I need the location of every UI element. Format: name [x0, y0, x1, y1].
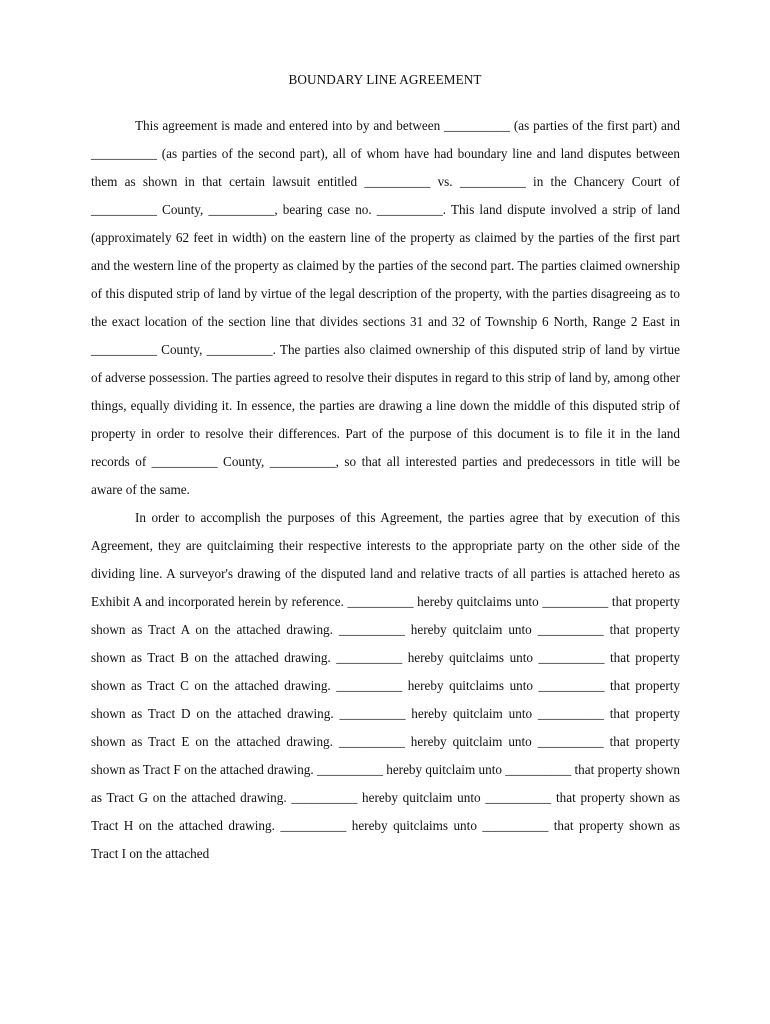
- document-title: BOUNDARY LINE AGREEMENT: [288, 72, 482, 87]
- paragraph-recitals: This agreement is made and entered into by and between __________ (as parties of the first part) and __________ (as parties of the second part), all of whom have had boundary line and land disputes between them as shown in that certain lawsuit entitled __________ vs. __________ in the Chancery Court of __________ County, __________, bearing case no. __________. This land dispute involved a strip of land (approximately 62 feet in width) on the eastern line of the property as claimed by the parties of the first part and the western line of the property as claimed by the parties of the second part. The parties claimed ownership of this disputed strip of land by virtue of the legal description of the property, with the parties disagreeing as to the exact location of the section line that divides sections 31 and 32 of Township 6 North, Range 2 East in __________ County, __________. The parties also claimed ownership of this disputed strip of land by virtue of adverse possession. The parties agreed to resolve their disputes in regard to this strip of land by, among other things, equally dividing it. In essence, the parties are drawing a line down the middle of this disputed strip of property in order to resolve their differences. Part of the purpose of this document is to file it in the land records of __________ County, __________, so that all interested parties and predecessors in title will be aware of the same.: [91, 118, 680, 497]
- paragraph-quitclaims: In order to accomplish the purposes of this Agreement, the parties agree that by execution of this Agreement, they are quitclaiming their respective interests to the appropriate party on the other side of the dividing line. A surveyor's drawing of the disputed land and relative tracts of all parties is attached hereto as Exhibit A and incorporated herein by reference. __________ hereby quitclaims unto __________ that property shown as Tract A on the attached drawing. __________ hereby quitclaim unto __________ that property shown as Tract B on the attached drawing. __________ hereby quitclaims unto __________ that property shown as Tract C on the attached drawing. __________ hereby quitclaims unto __________ that property shown as Tract D on the attached drawing. __________ hereby quitclaim unto __________ that property shown as Tract E on the attached drawing. __________ hereby quitclaim unto __________ that property shown as Tract F on the attached drawing. __________ hereby quitclaim unto __________ that property shown as Tract G on the attached drawing. __________ hereby quitclaim unto __________ that property shown as Tract H on the attached drawing. __________ hereby quitclaims unto __________ that property shown as Tract I on the attached: [91, 510, 680, 861]
- document-body: [91, 112, 680, 868]
